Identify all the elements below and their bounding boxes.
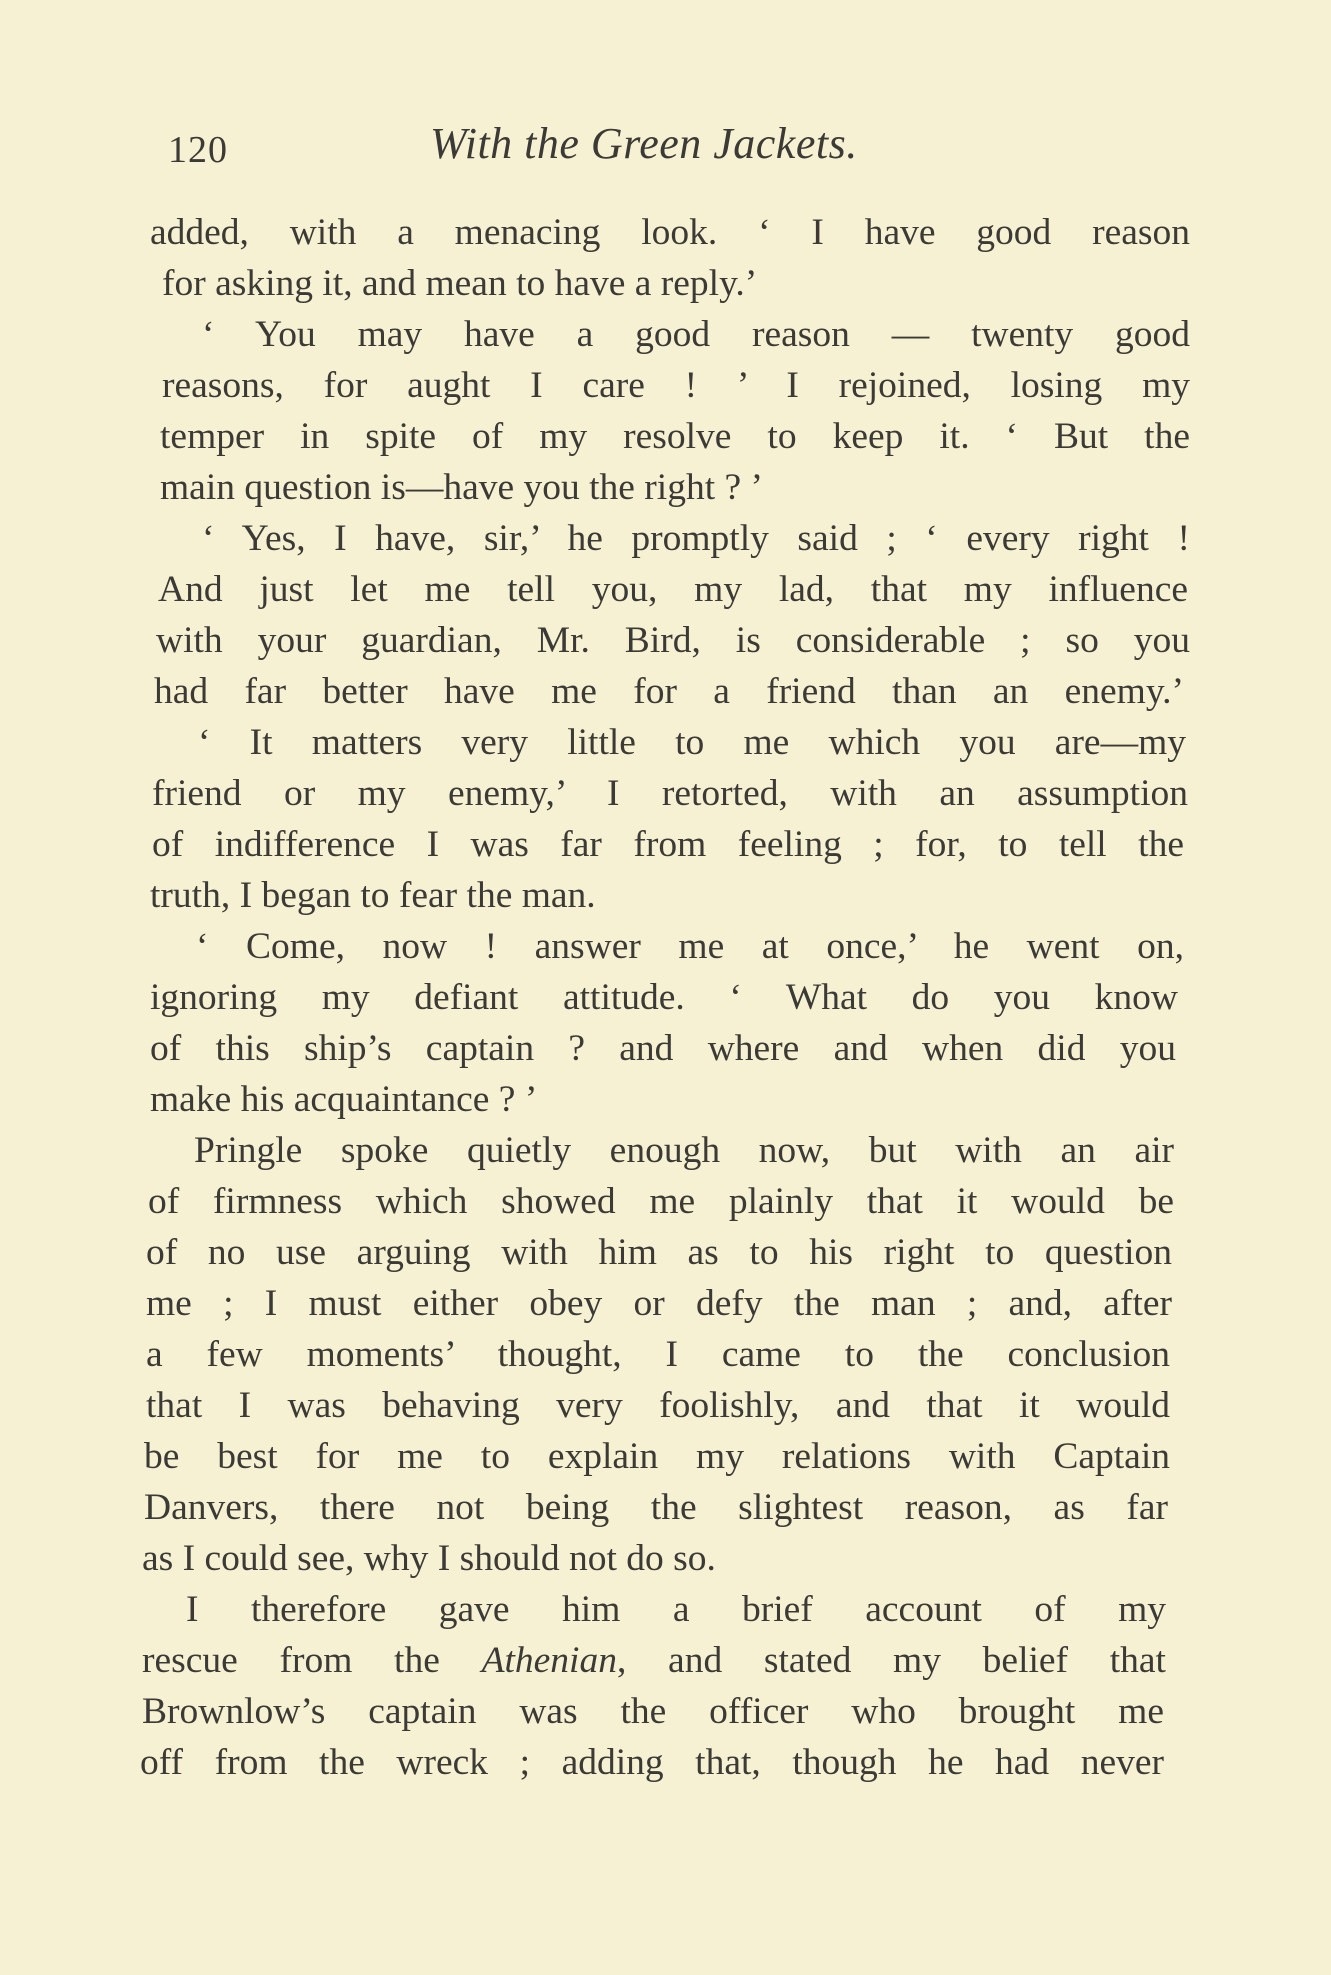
text-line <box>160 412 1190 462</box>
line-text: ‘ It matters very little to me which you are—my <box>198 722 1186 763</box>
running-title: With the Green Jackets. <box>430 119 858 168</box>
text-line <box>146 1330 1170 1380</box>
line-text: main question is—have you the right ? ’ <box>160 467 764 508</box>
line-text-continued: , and stated my belief that <box>616 1640 1166 1681</box>
text-line <box>140 1738 1164 1788</box>
line-text: me ; I must either obey or defy the man ; and, after <box>146 1283 1172 1324</box>
text-line <box>152 769 1188 819</box>
text-line <box>146 1381 1170 1431</box>
text-line <box>146 1228 1172 1278</box>
text-line <box>196 922 1184 972</box>
italic-ship-name: Athenian <box>481 1640 617 1681</box>
text-line <box>198 718 1186 768</box>
text-line <box>162 259 757 309</box>
line-text: a few moments’ thought, I came to the conclusion <box>146 1334 1170 1375</box>
text-line <box>152 820 1184 870</box>
line-text: friend or my enemy,’ I retorted, with an assumption <box>152 773 1188 814</box>
text-line <box>148 1177 1174 1227</box>
line-text: ignoring my defiant attitude. ‘ What do you know <box>150 977 1178 1018</box>
text-line <box>142 1687 1164 1737</box>
text-line <box>194 1126 1174 1176</box>
text-line <box>150 1024 1176 1074</box>
text-line <box>160 463 763 513</box>
text-line <box>158 565 1188 615</box>
line-text: I therefore gave him a brief account of my <box>186 1589 1166 1630</box>
line-text: of this ship’s captain ? and where and when did you <box>150 1028 1176 1069</box>
line-text: with your guardian, Mr. Bird, is considerable ; so you <box>156 620 1190 661</box>
text-line <box>150 973 1178 1023</box>
line-text: of firmness which showed me plainly that it would be <box>148 1181 1174 1222</box>
line-text: make his acquaintance ? ’ <box>150 1079 538 1120</box>
text-line <box>150 1075 537 1125</box>
line-text: of indifference I was far from feeling ; for, to tell the <box>152 824 1184 865</box>
line-text: ‘ Yes, I have, sir,’ he promptly said ; ‘ every right ! <box>202 518 1190 559</box>
line-text: be best for me to explain my relations with Captain <box>144 1436 1170 1477</box>
line-text: for asking it, and mean to have a reply.’ <box>162 263 758 304</box>
line-text: as I could see, why I should not do so. <box>142 1538 716 1579</box>
line-text: And just let me tell you, my lad, that my influence <box>158 569 1188 610</box>
text-line <box>142 1534 716 1584</box>
page-number: 120 <box>168 129 228 171</box>
text-line <box>144 1483 1168 1533</box>
line-text: ‘ Come, now ! answer me at once,’ he went on, <box>196 926 1184 967</box>
text-line <box>142 1636 1166 1686</box>
line-text: Brownlow’s captain was the officer who brought me <box>142 1691 1164 1732</box>
line-text: temper in spite of my resolve to keep it. ‘ But the <box>160 416 1190 457</box>
line-text: reasons, for aught I care ! ’ I rejoined, losing my <box>162 365 1190 406</box>
text-line <box>202 310 1190 360</box>
line-text: ‘ You may have a good reason — twenty good <box>202 314 1190 355</box>
line-text: that I was behaving very foolishly, and that it would <box>146 1385 1170 1426</box>
text-line <box>144 1432 1170 1482</box>
line-text: Danvers, there not being the slightest reason, as far <box>144 1487 1168 1528</box>
line-text: rescue from the <box>142 1640 482 1681</box>
text-line <box>156 616 1190 666</box>
text-line <box>202 514 1190 564</box>
line-text: truth, I began to fear the man. <box>150 875 596 916</box>
text-line <box>146 1279 1172 1329</box>
running-header <box>168 118 948 178</box>
text-line <box>186 1585 1166 1635</box>
line-text: off from the wreck ; adding that, though he had never <box>140 1742 1164 1783</box>
line-text: had far better have me for a friend than an enemy.’ <box>154 671 1184 712</box>
line-text: added, with a menacing look. ‘ I have good reason <box>150 212 1190 253</box>
line-text: Pringle spoke quietly enough now, but with an air <box>194 1130 1174 1171</box>
text-line <box>150 871 596 921</box>
line-text: of no use arguing with him as to his right to question <box>146 1232 1172 1273</box>
text-line <box>162 361 1190 411</box>
text-line <box>154 667 1184 717</box>
text-line <box>150 208 1190 258</box>
